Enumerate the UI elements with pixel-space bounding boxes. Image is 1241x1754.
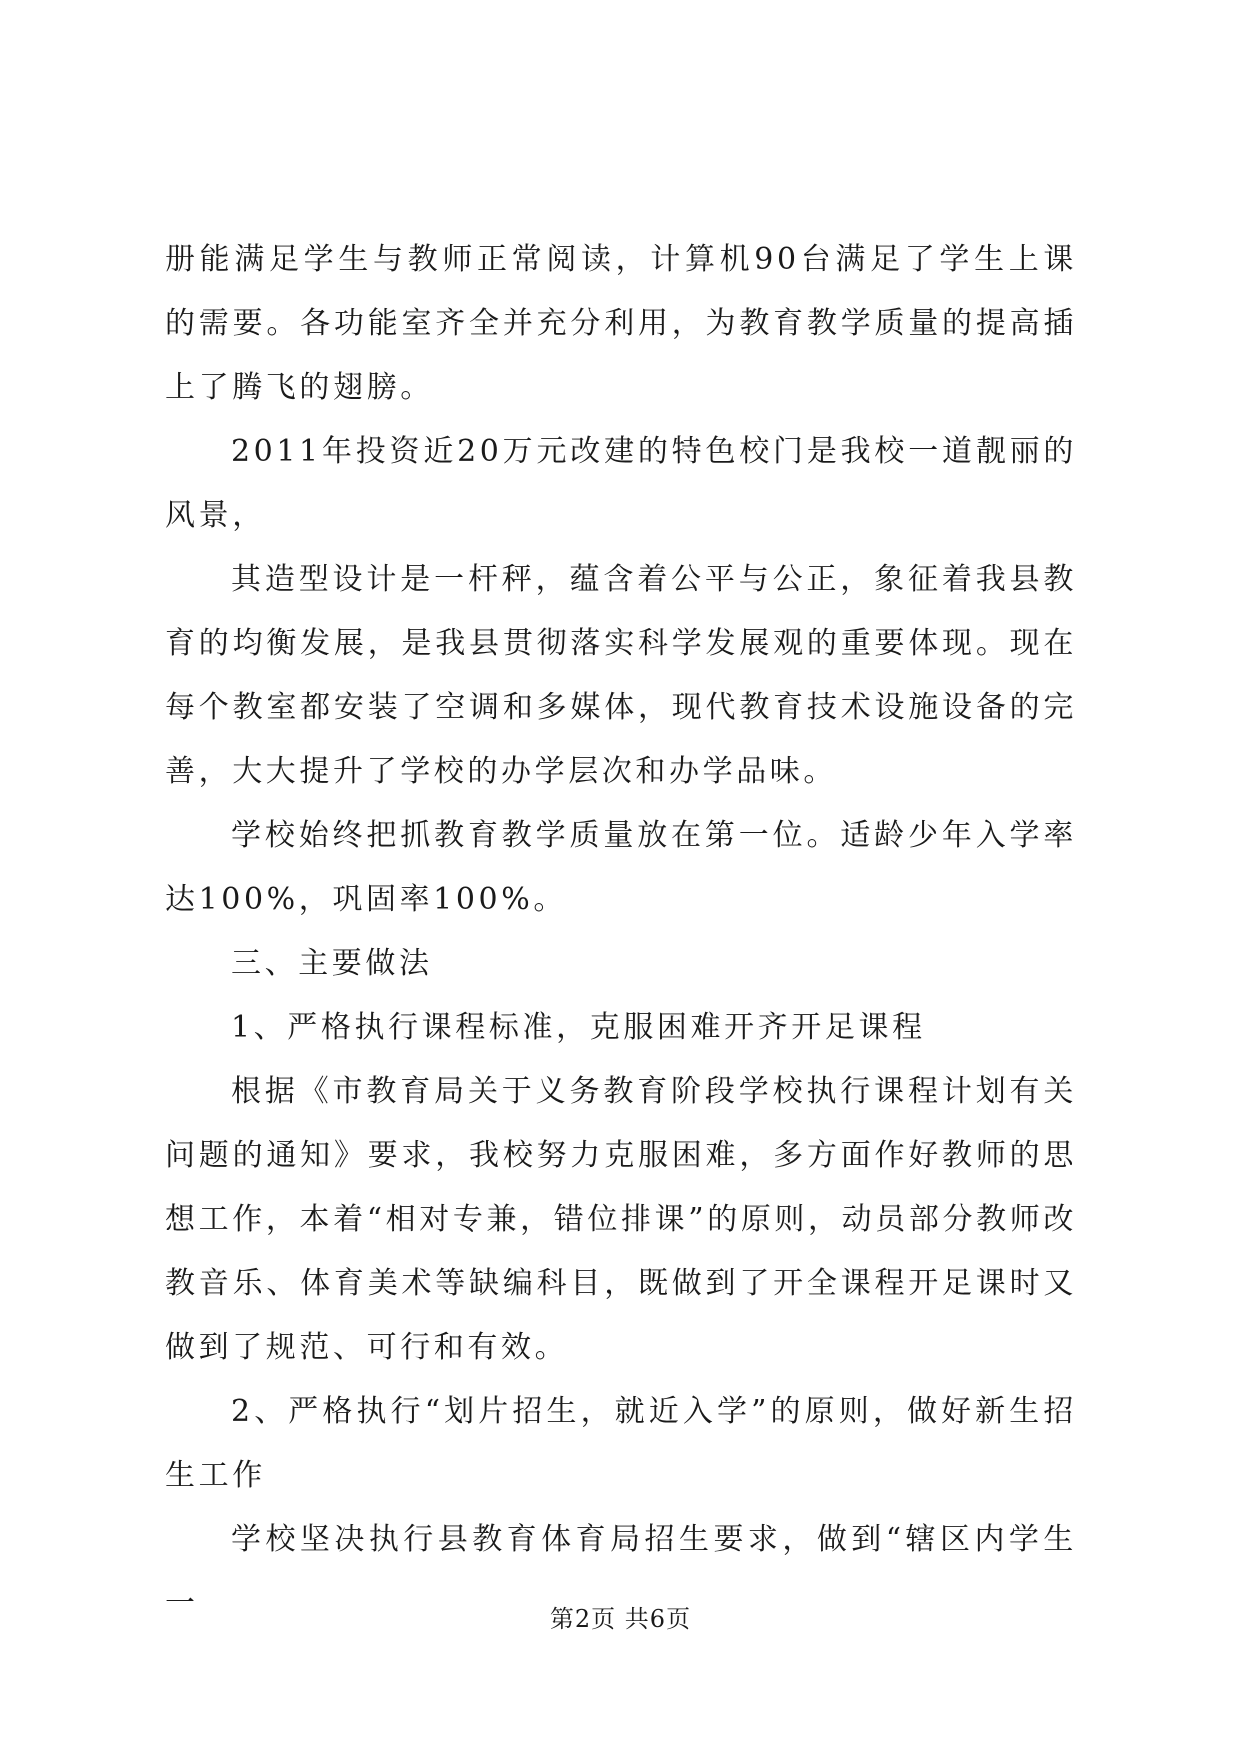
page-number-footer: 第2页 共6页 <box>549 1605 692 1633</box>
section-heading: 三、主要做法 <box>231 946 433 981</box>
paragraph: 2011年投资近20万元改建的特色校门是我校一道靓丽的风景， <box>165 434 1077 533</box>
subsection-heading: 2、严格执行“划片招生，就近入学”的原则，做好新生招生工作 <box>165 1394 1077 1493</box>
paragraph: 根据《市教育局关于义务教育阶段学校执行课程计划有关问题的通知》要求，我校努力克服困难，多方面作好教师的思想工作，本着“相对专兼，错位排课”的原则，动员部分教师改教音乐、体育美术等缺编科目，既做到了开全课程开足课时又做到了规范、可行和有效。 <box>165 1074 1077 1365</box>
document-body <box>165 228 1077 1636</box>
paragraph: 学校始终把抓教育教学质量放在第一位。适龄少年入学率达100%，巩固率100%。 <box>165 818 1077 917</box>
subsection-heading: 1、严格执行课程标准，克服困难开齐开足课程 <box>231 1010 926 1045</box>
paragraph: 其造型设计是一杆秤，蕴含着公平与公正，象征着我县教育的均衡发展，是我县贯彻落实科学发展观的重要体现。现在每个教室都安装了空调和多媒体，现代教育技术设施设备的完善，大大提升了学校的办学层次和办学品味。 <box>165 562 1077 789</box>
paragraph: 册能满足学生与教师正常阅读，计算机90台满足了学生上课的需要。各功能室齐全并充分利用，为教育教学质量的提高插上了腾飞的翅膀。 <box>165 242 1077 405</box>
paragraph: 学校坚决执行县教育体育局招生要求，做到“辖区内学生一 <box>165 1522 1077 1621</box>
